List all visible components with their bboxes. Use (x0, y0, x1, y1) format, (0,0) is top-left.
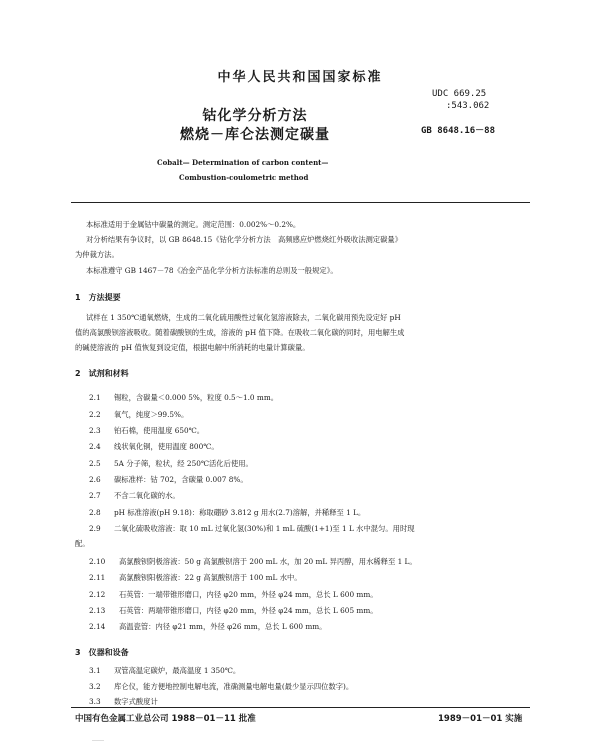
intro-arbitration-line1: 对分析结果有争议时，以 GB 8648.15《钴化学分析方法 高频感应炉燃烧红外吸收法测定碳量》 (86, 235, 402, 244)
item-text: 高氯酸钡阳极溶液：22 g 高氯酸钡溶于 100 mL 水中。 (119, 573, 302, 582)
item-num: 2.4 (89, 442, 101, 451)
udc-code-line1: UDC 669.25 (432, 89, 487, 99)
item-num: 2.14 (89, 622, 106, 631)
item-num: 2.2 (89, 410, 101, 419)
item-num: 3.1 (89, 666, 101, 675)
intro-compliance: 本标准遵守 GB 1467－78《冶金产品化学分析方法标准的总则及一般规定》。 (86, 266, 338, 275)
item-text: 高温瓷管：内径 φ21 mm，外径 φ26 mm，总长 L 600 mm。 (119, 622, 327, 631)
gb-number: GB 8648.16－88 (421, 126, 496, 136)
udc-code-line2: :543.062 (446, 101, 490, 111)
item-text: 库仑仪，能方便地控制电解电流，准确测量电解电量(最少显示四位数字)。 (114, 682, 354, 691)
section1-line1: 试样在 1 350℃通氧燃烧，生成的二氧化硫用酸性过氧化氢溶液除去，二氧化碳用预先设定好 pH (86, 313, 401, 322)
item-num: 2.5 (89, 459, 101, 468)
item-text: 二氧化硫吸收溶液：取 10 mL 过氧化氢(30%)和 1 mL 硫酸(1+1)至 1 L 水中混匀。用时现 (114, 524, 415, 533)
intro-arbitration-line2: 为仲裁方法。 (75, 250, 119, 259)
item-num: 3.3 (89, 697, 101, 706)
item-num: 2.1 (89, 393, 101, 402)
section1-line3: 的碱使溶液的 pH 值恢复到设定值，根据电解中所消耗的电量计算碳量。 (75, 343, 310, 352)
item-text: 不含二氧化碳的水。 (114, 491, 180, 500)
section1-heading: 1 方法提要 (75, 293, 121, 302)
item-text: 高氯酸钡阴极溶液：50 g 高氯酸钡溶于 200 mL 水，加 20 mL 异丙醇，用水稀释至 1 L。 (119, 557, 417, 566)
item-num: 3.2 (89, 682, 101, 691)
english-title-line1: Cobalt— Determination of carbon content— (157, 158, 329, 167)
approval-note: 中国有色金属工业总公司 1988－01－11 批准 (75, 714, 256, 724)
top-divider (71, 202, 530, 203)
item-text: 石英管：一端带锥形磨口，内径 φ20 mm，外径 φ24 mm，总长 L 600 mm。 (119, 590, 378, 599)
effective-date: 1989－01－01 实施 (438, 714, 523, 724)
item-text: 铂石棉，使用温度 650℃。 (114, 426, 205, 435)
item-text: 双管高温定碳炉，最高温度 1 350℃。 (114, 666, 241, 675)
item-num: 2.8 (89, 508, 101, 517)
item-text: 数字式酸度计 (114, 697, 158, 706)
section3-heading: 3 仪器和设备 (75, 648, 129, 657)
item-num: 2.11 (89, 573, 106, 582)
section2-heading: 2 试剂和材料 (75, 369, 129, 378)
item-text: pH 标准溶液(pH 9.18)：称取硼砂 3.812 g 用水(2.7)溶解，并稀释至 1 L。 (114, 508, 366, 517)
item-text: 氧气，纯度＞99.5%。 (114, 410, 189, 419)
national-standard-heading: 中华人民共和国国家标准 (217, 70, 383, 85)
doc-title-line2: 燃烧－库仑法测定碳量 (180, 127, 330, 143)
item-text: 碳标准样：钴 702，含碳量 0.007 8%。 (114, 475, 248, 484)
item-text: 石英管：两端带锥形磨口，内径 φ20 mm，外径 φ24 mm，总长 L 605 mm。 (119, 606, 378, 615)
item-text: 5A 分子筛，粒状，经 250℃活化后使用。 (114, 459, 253, 468)
item-num: 2.9 (89, 524, 101, 533)
item-text: 线状氧化铜，使用温度 800℃。 (114, 442, 219, 451)
bottom-divider (71, 707, 530, 708)
item-text: 配。 (75, 539, 90, 548)
doc-title-line1: 钴化学分析方法 (202, 108, 308, 124)
item-num: 2.12 (89, 590, 106, 599)
item-num: 2.13 (89, 606, 106, 615)
item-text: 锡粒，含碳量＜0.000 5%，粒度 0.5～1.0 mm。 (114, 393, 279, 402)
english-title-line2: Combustion-coulometric method (179, 173, 309, 182)
item-num: 2.7 (89, 491, 101, 500)
item-num: 2.10 (89, 557, 106, 566)
page-number: …… (92, 736, 104, 743)
intro-scope: 本标准适用于金属钴中碳量的测定。测定范围：0.002%～0.2%。 (86, 220, 301, 229)
item-num: 2.3 (89, 426, 101, 435)
section1-line2: 值的高氯酸钡溶液吸收。随着碳酸钡的生成，溶液的 pH 值下降。在吸收二氧化碳的同时，用电解生成 (75, 328, 405, 337)
item-num: 2.6 (89, 475, 101, 484)
